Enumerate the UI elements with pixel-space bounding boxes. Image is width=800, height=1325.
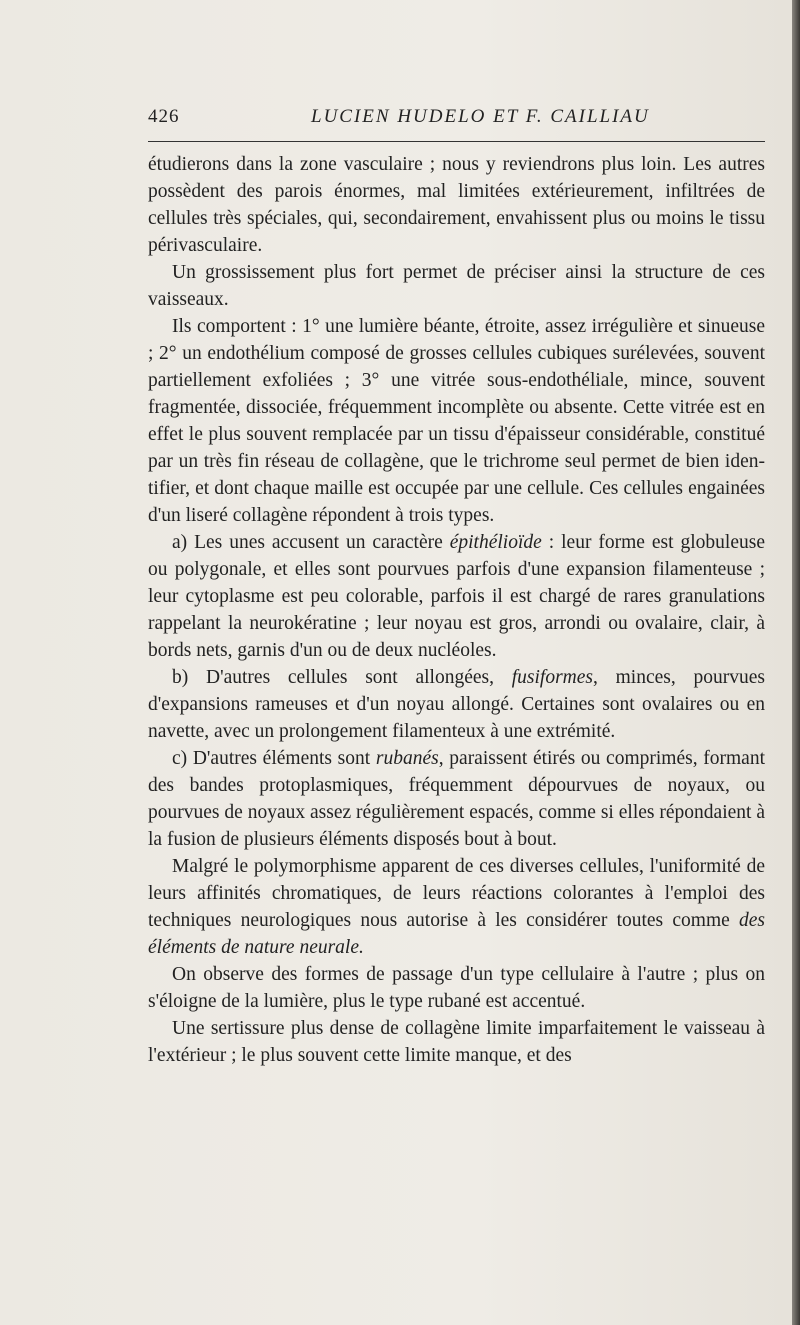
paragraph: étudierons dans la zone vasculaire ; nous y reviendrons plus loin. Les autres possèdent des parois énormes, mal limitées extérieurement, infiltrées de cellules très spéciales, qui, secondairement, envahissent plus ou moins le tissu périvasculaire.	[148, 154, 765, 256]
paragraph: Un grossissement plus fort permet de préciser ainsi la structure de ces vaisseaux.	[148, 262, 765, 310]
body-text	[148, 151, 765, 1069]
paragraph: Ils comportent : 1° une lumière béante, étroite, assez irrégulière et sinueuse ; 2° un endothélium composé de grosses cellules cubiques surélevées, souvent partiellement exfoliées ; 3° une vitrée sous-endothéliale, mince, souvent fragmentée, dissociée, fréquemment incomplète ou absente. Cette vitrée est en effet le plus souvent remplacée par un tissu d'épaisseur considérable, constitué par un très fin réseau de collagène, que le trichrome seul permet de bien identifier, et dont chaque maille est occupée par une cellule. Ces cellules engainées d'un liseré collagène répondent à trois types.	[148, 316, 765, 526]
page-edge-shadow	[792, 0, 800, 1325]
header-rule	[148, 141, 765, 142]
paragraph-type-b	[148, 664, 765, 745]
paragraph: On observe des formes de passage d'un type cellulaire à l'autre ; plus on s'éloigne de la lumière, plus le type rubané est accentué.	[148, 964, 765, 1012]
italic-term: fusiformes	[511, 667, 594, 688]
running-title: LUCIEN HUDELO ET F. CAILLIAU	[311, 106, 650, 127]
page-header	[148, 106, 763, 134]
page-number: 426	[148, 106, 180, 127]
italic-term: des éléments de nature neurale.	[148, 910, 765, 958]
italic-term: épithélioïde	[449, 532, 542, 553]
paragraph: Une sertissure plus dense de collagène limite imparfaitement le vaisseau à l'extérieur ; le plus souvent cette limite manque, et des	[148, 1018, 765, 1066]
paragraph-lead: a) Les unes accusent un caractère	[172, 532, 450, 553]
paragraph-rest: , minces, pourvues d'expansions rameuses et d'un noyau allongé. Certaines sont ovalaires ou en navette, avec un prolongement filamenteux à une extrémité.	[148, 667, 765, 742]
paragraph-lead: c) D'autres éléments sont	[172, 748, 376, 769]
paragraph-rest: : leur forme est globuleuse ou polygonale, et elles sont pourvues parfois d'une expansion filamenteuse ; leur cytoplasme est peu colorable, parfois il est chargé de rares granulations rappelant la neurokératine ; leur noyau est gros, arrondi ou ovalaire, clair, à bords nets, garnis d'un ou de deux nucléoles.	[148, 532, 765, 661]
paragraph-type-a	[148, 529, 765, 664]
paragraph-lead: Malgré le polymorphisme apparent de ces diverses cellules, l'uniformité de leurs affinités chromatiques, de leurs réactions colorantes à l'emploi des techniques neurologiques nous autorise à les considérer toutes comme	[148, 856, 765, 931]
paragraph	[148, 853, 765, 961]
italic-term: rubanés	[375, 748, 439, 769]
paragraph-lead: b) D'autres cellules sont allongées,	[172, 667, 512, 688]
paragraph-rest: , paraissent étirés ou comprimés, formant des bandes protoplasmiques, fréquemment dépourvues de noyaux, ou pourvues de noyaux assez régulièrement espacés, comme si elles répondaient à la fusion de plusieurs éléments disposés bout à bout.	[148, 748, 765, 850]
paragraph-type-c	[148, 745, 765, 853]
